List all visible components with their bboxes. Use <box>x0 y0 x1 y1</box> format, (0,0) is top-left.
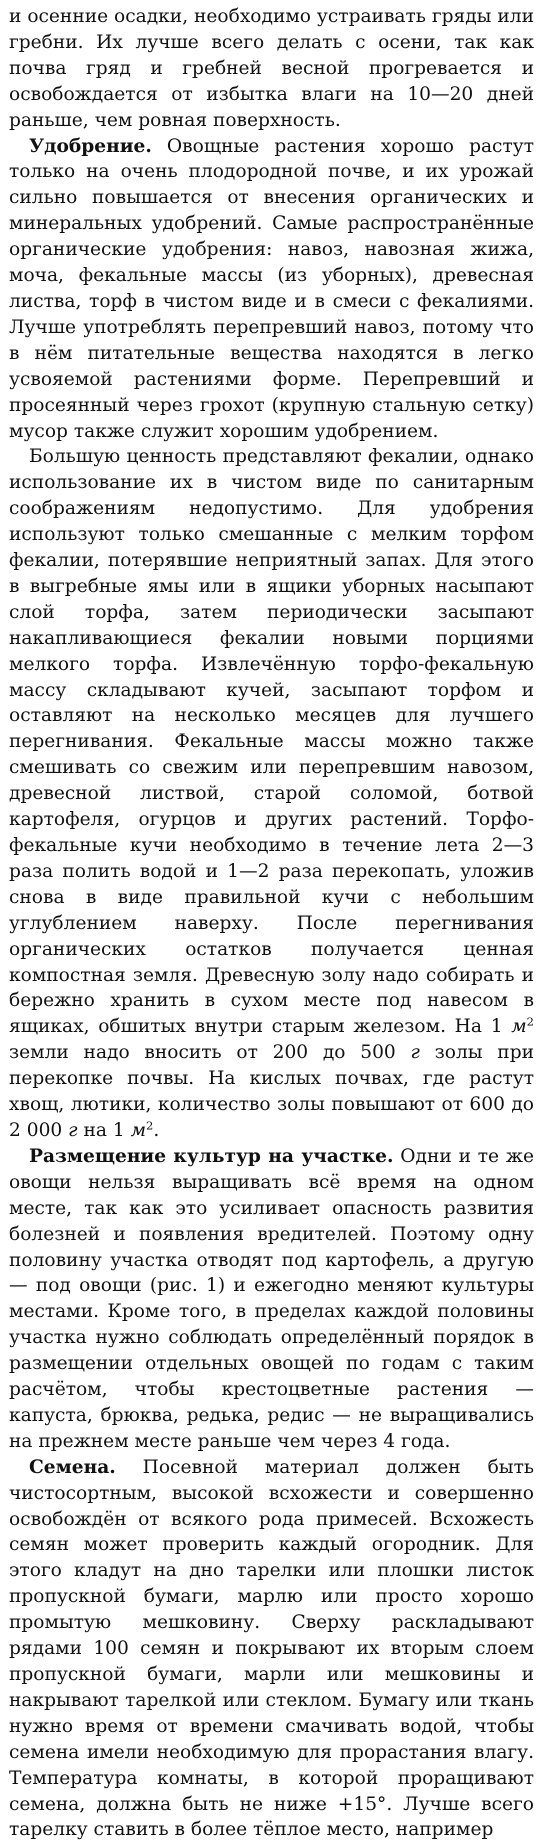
paragraph-text: . <box>153 1119 160 1141</box>
paragraph-text: Овощные растения хорошо растут только на очень плодородной почве, и их урожай сильно повышается от внесения органических и минеральных удобрений. Самые распространённые органические удобрения: навоз, навозная жижа, моча, фекальные массы (из уборных), древесная листва, торф в чистом виде и в смеси с фекалиями. Лучше употреблять перепревший навоз, потому что в нём питательные вещества находятся в легко усвояемой растениями форме. Перепревший и просеянный через грохот (крупную стальную сетку) мусор также служит хорошим удобрением. <box>9 135 534 442</box>
paragraph-crop-placement <box>9 1144 534 1455</box>
unit-gram: г <box>410 1042 420 1064</box>
paragraph-feces-compost <box>9 444 534 1143</box>
unit-exponent: 2 <box>146 1118 154 1133</box>
unit-gram: г <box>68 1119 78 1141</box>
paragraph-text: Посевной материал должен быть чистосортным, высокой всхожести и совершенно освобождён от всякого рода примесей. Всхожесть семян может проверить каждый огородник. Для этого кладут на дно тарелки или плошки листок пропускной бумаги, марлю или просто хорошо промытую мешковину. Сверху раскладывают рядами 100 семян и покрывают их вторым слоем пропускной бумаги, марли или мешковины и накрывают тарелкой или стеклом. Бумагу или ткань нужно время от времени смачивать водой, чтобы семена имели необходимую для прорастания влагу. Температура комнаты, в которой проращивают семена, должна быть не ниже +15°. Лучше всего тарелку ставить в более тёплое место, например <box>9 1456 534 1841</box>
paragraph-text: земли надо вносить от 200 до 500 <box>9 1042 411 1064</box>
paragraph-text: Одни и те же овощи нельзя выращивать всё время на одном месте, так как это усиливает опасность развития болезней и появления вредителей. Поэтому одну половину участка отводят под картофель, а другую — под овощи (рис. 1) и ежегодно меняют культуры местами. Кроме того, в пределах каждой половины участка нужно соблюдать определённый порядок в размещении отдельных овощей по годам с таким расчётом, чтобы крестоцветные растения — капуста, брюква, редька, редис — не выращивались на прежнем месте раньше чем через 4 года. <box>9 1145 534 1452</box>
paragraph-text: на 1 <box>77 1119 131 1141</box>
paragraph-text: и осенние осадки, необходимо устраивать гряды или гребни. Их лучше всего делать с осени, так как почва гряд и гребней весной прогревается и освобождается от избытка влаги на 10—20 дней раньше, чем ровная поверхность. <box>9 6 534 131</box>
unit-exponent: 2 <box>526 1015 534 1030</box>
paragraph-text: Большую ценность представляют фекалии, однако использование их в чистом виде по санитарным соображениям недопустимо. Для удобрения используют только смешанные с мелким торфом фекалии, потерявшие неприятный запах. Для этого в выгребные ямы или в ящики уборных насыпают слой торфа, затем периодически засыпают накапливающиеся фекалии новыми порциями мелкого торфа. Извлечённую торфо-фекальную массу складывают кучей, засыпают торфом и оставляют на несколько месяцев для лучшего перегнивания. Фекальные массы можно также смешивать со свежим или перепревшим навозом, древесной листвой, старой соломой, ботвой картофеля, огурцов и других растений. Торфо-фекальные кучи необходимо в течение лета 2—3 раза полить водой и 1—2 раза перекопать, уложив снова в виде правильной кучи с небольшим углублением наверху. После перегнивания органических остатков получается ценная компостная земля. Древесную золу надо собирать и бережно хранить в сухом месте под навесом в ящиках, обшитых внутри старым железом. На 1 <box>9 446 534 1038</box>
unit-square-meter: м <box>511 1016 527 1038</box>
paragraph-seeds <box>9 1455 534 1843</box>
paragraph-text: золы при перекопке почвы. На кислых почвах, где растут хвощ, лютики, количество золы повышают от 600 до 2 000 <box>9 1042 534 1141</box>
unit-square-meter: м <box>130 1119 147 1141</box>
paragraph-autumn-beds <box>9 4 534 134</box>
section-heading-seeds: Семена. <box>29 1456 116 1478</box>
section-heading-crop-placement: Размещение культур на участке. <box>29 1145 394 1167</box>
section-heading-fertilizer: Удобрение. <box>29 135 152 157</box>
paragraph-fertilizer <box>9 134 534 445</box>
